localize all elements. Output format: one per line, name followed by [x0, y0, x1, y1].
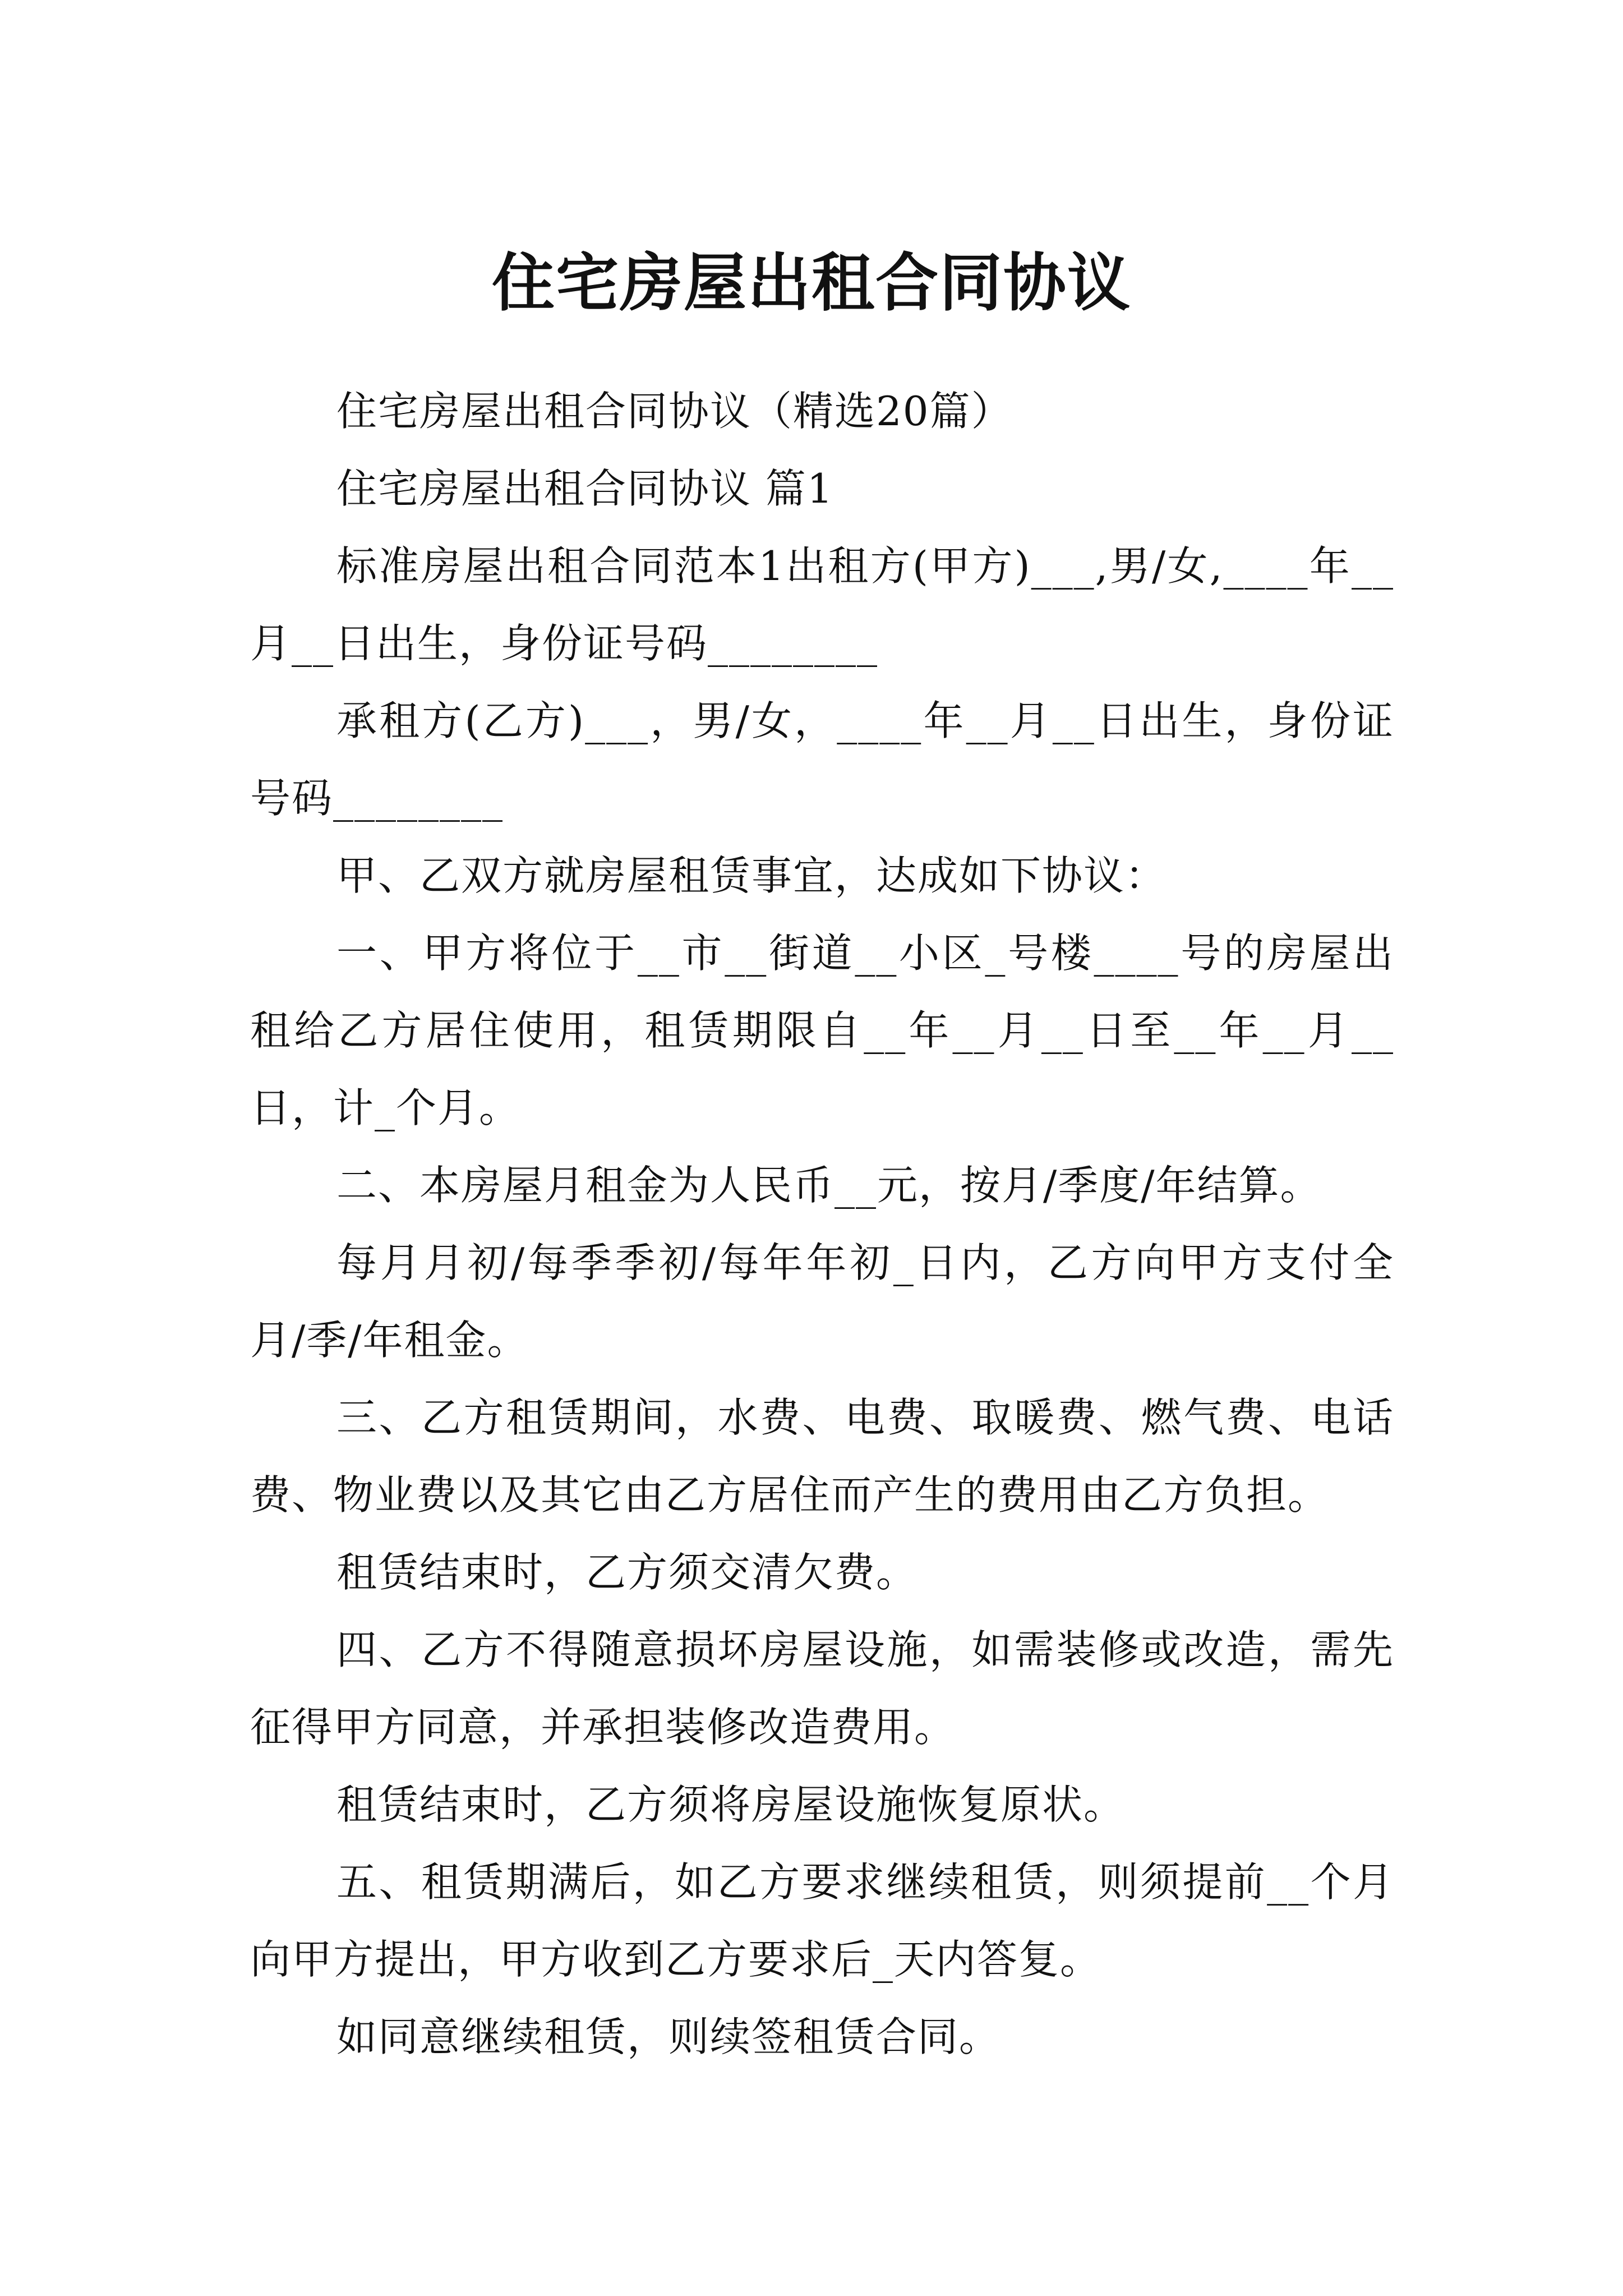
paragraph-lessee: 承租方(乙方)___，男/女，____年__月__日出生，身份证号码________ [250, 697, 1394, 822]
paragraph-clause-4-restore: 租赁结束时，乙方须将房屋设施恢复原状。 [336, 1781, 1126, 1828]
paragraph-clause-3: 三、乙方租赁期间，水费、电费、取暖费、燃气费、电话费、物业费以及其它由乙方居住而产生的费用由乙方负担。 [250, 1394, 1394, 1519]
paragraph-clause-4: 四、乙方不得随意损坏房屋设施，如需装修或改造，需先征得甲方同意，并承担装修改造费用。 [250, 1626, 1394, 1751]
paragraph-agreement-intro: 甲、乙双方就房屋租赁事宜，达成如下协议： [336, 852, 1167, 899]
paragraph-section-heading: 住宅房屋出租合同协议 篇1 [336, 465, 834, 512]
paragraph-subtitle: 住宅房屋出租合同协议（精选20篇） [336, 388, 1013, 435]
paragraph-clause-3-settlement: 租赁结束时，乙方须交清欠费。 [336, 1549, 918, 1596]
paragraph-clause-5: 五、租赁期满后，如乙方要求继续租赁，则须提前__个月向甲方提出，甲方收到乙方要求后_天内答复。 [250, 1858, 1394, 1983]
paragraph-clause-2-payment: 每月月初/每季季初/每年年初_日内，乙方向甲方支付全月/季/年租金。 [250, 1239, 1394, 1364]
paragraph-clause-1: 一、甲方将位于__市__街道__小区_号楼____号的房屋出租给乙方居住使用，租赁期限自__年__月__日至__年__月__日，计_个月。 [250, 930, 1394, 1131]
document-body [250, 372, 1394, 2076]
paragraph-clause-5-renewal: 如同意继续租赁，则续签租赁合同。 [336, 2013, 1001, 2060]
paragraph-clause-2: 二、本房屋月租金为人民币__元，按月/季度/年结算。 [336, 1162, 1322, 1209]
paragraph-lessor: 标准房屋出租合同范本1出租方(甲方)___,男/女,____年__月__日出生，身份证号码________ [250, 542, 1394, 667]
document-title: 住宅房屋出租合同协议 [492, 246, 1131, 320]
